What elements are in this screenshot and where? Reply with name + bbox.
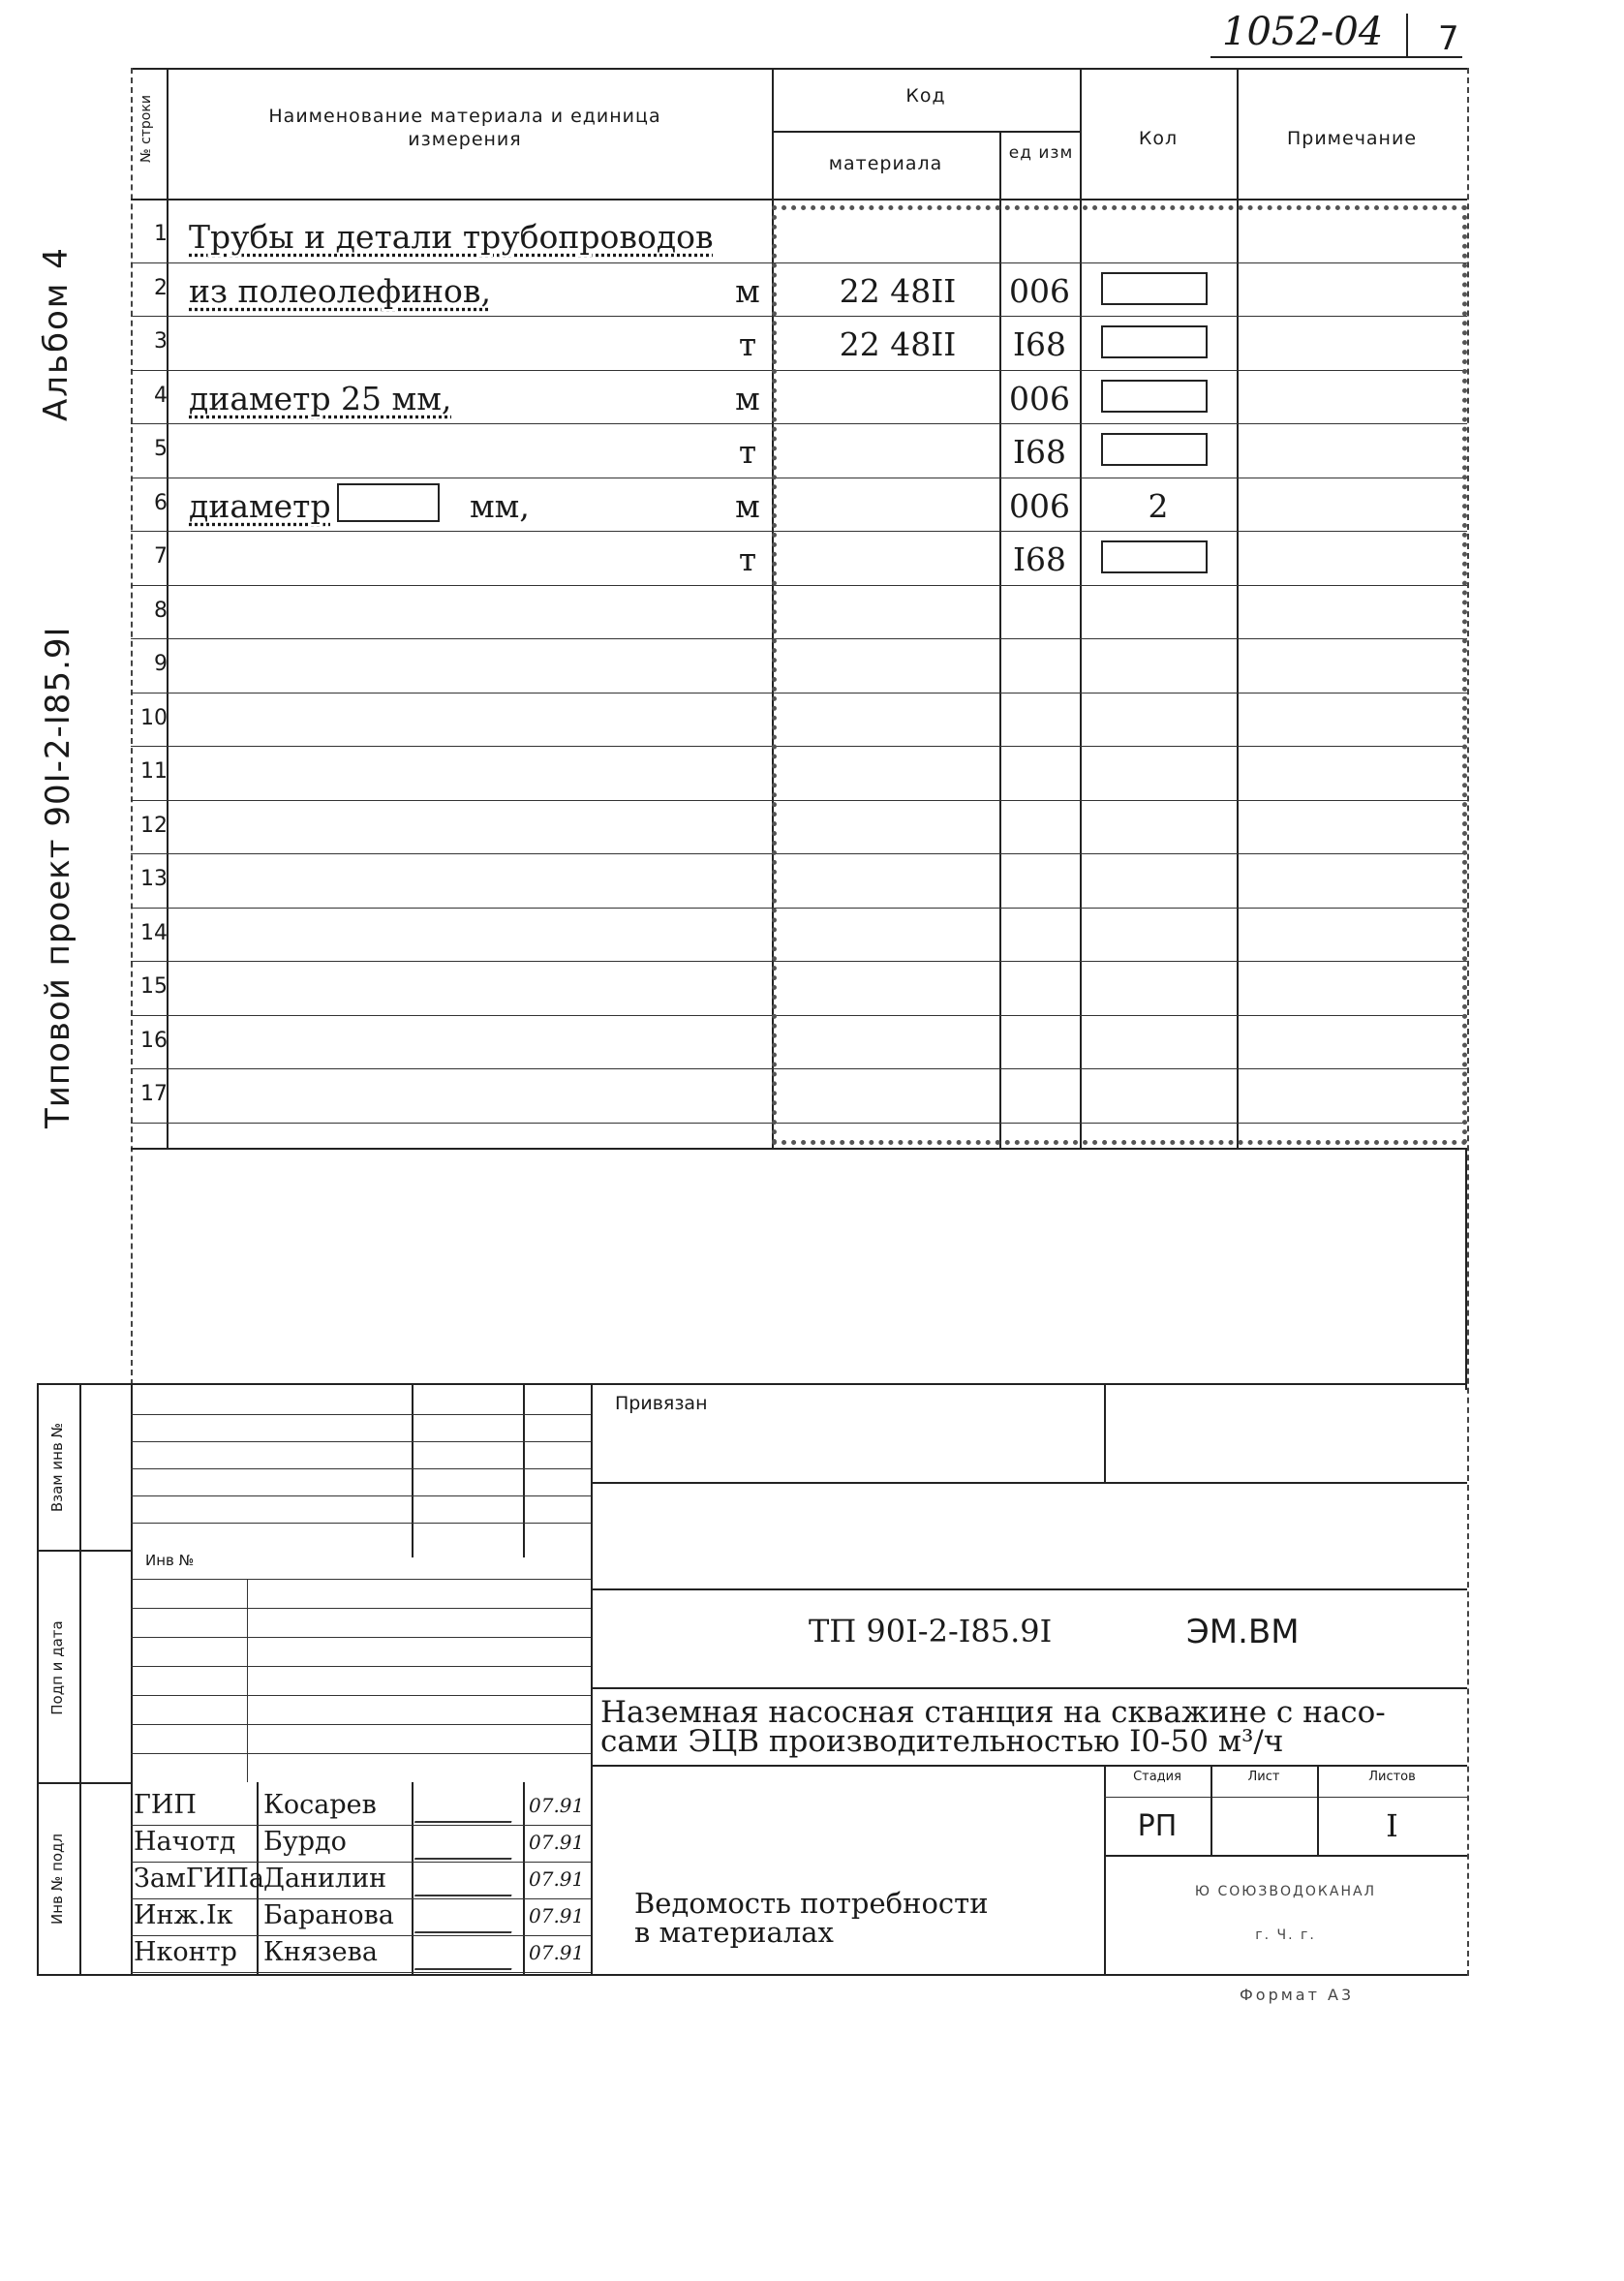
row-number: 7 [154, 544, 168, 569]
row-unit-letter: т [738, 325, 757, 363]
tb-stage-header-line [1104, 1797, 1467, 1798]
inv-podl-label: Инв № подл [48, 1834, 66, 1925]
stamp-border [772, 205, 1467, 1145]
row-number: 14 [140, 920, 168, 945]
signature-date: 07.91 [529, 1794, 585, 1817]
blank-diameter-box [337, 483, 440, 522]
header-row-number: № строки [138, 95, 154, 163]
signature-row-line [131, 1898, 591, 1899]
document-number: 1052-04 [1222, 10, 1384, 54]
handwritten-signature [414, 1794, 519, 1823]
row-number: 1 [154, 222, 168, 246]
header-code: Код [905, 85, 946, 107]
signature-grid-line [131, 1753, 591, 1754]
signature-date: 07.91 [529, 1867, 585, 1891]
signature-role: ГИП [134, 1790, 197, 1820]
row-unit-letter: т [738, 540, 757, 578]
signature-grid-line [131, 1468, 591, 1469]
handwritten-signature [414, 1831, 519, 1860]
signature-col-sign [412, 1782, 414, 1974]
signature-grid-line [131, 1495, 591, 1496]
object-name-line-2: сами ЭЦВ производительностью I0-50 м³/ч [600, 1724, 1284, 1759]
titleblock-bottom-border [37, 1974, 1467, 1976]
signature-grid-line [131, 1441, 591, 1442]
left-strip-sep-2 [37, 1782, 131, 1784]
row-unit-code: 006 [1009, 486, 1070, 525]
stage-value: РП [1137, 1809, 1178, 1843]
row-number: 8 [154, 598, 168, 623]
signature-row-line [131, 1972, 591, 1973]
signature-row-line [131, 1862, 591, 1863]
signature-role: Нконтр [134, 1937, 237, 1967]
row-unit-letter: м [735, 379, 760, 417]
row-number: 17 [140, 1082, 168, 1106]
signature-role: Инж.Iк [134, 1900, 233, 1930]
row-number: 12 [140, 813, 168, 838]
signature-col-3 [247, 1579, 248, 1782]
row-unit-code: I68 [1012, 433, 1067, 471]
signature-col-1 [412, 1383, 414, 1557]
row-unit-code: I68 [1012, 540, 1067, 578]
left-strip-divider [79, 1383, 81, 1974]
handwritten-signature [414, 1941, 519, 1970]
table-right-border [1467, 68, 1469, 1976]
signature-grid-line [131, 1414, 591, 1415]
row-unit-letter: т [738, 433, 757, 471]
sheet-number: 7 [1438, 19, 1459, 58]
organization-line-2: г. Ч. г. [1255, 1927, 1316, 1943]
row-material-code: 22 48II [839, 271, 957, 310]
signature-name: Данилин [263, 1864, 387, 1894]
album-label: Альбом 4 [37, 246, 76, 421]
left-strip-sep-1 [37, 1550, 131, 1552]
tb-line-code [591, 1687, 1467, 1689]
signature-date: 07.91 [529, 1941, 585, 1964]
row-number: 13 [140, 867, 168, 891]
sheet-title-line-1: Ведомость потребности [634, 1887, 989, 1920]
header-bottom-border [131, 199, 1467, 200]
lists-label: Листов [1368, 1770, 1416, 1784]
row-unit-code: 006 [1009, 271, 1070, 310]
table-top-border [131, 68, 1467, 70]
podp-data-label: Подп и дата [48, 1620, 66, 1715]
titleblock-left-border [37, 1383, 39, 1974]
signature-name: Баранова [263, 1900, 394, 1930]
vzam-inv-label: Взам инв № [48, 1422, 66, 1513]
row-number: 6 [154, 490, 168, 515]
row-number: 11 [140, 759, 168, 784]
signature-row-line [131, 1935, 591, 1936]
signature-grid-line [131, 1608, 591, 1609]
row-number: 15 [140, 974, 168, 999]
header-code-split [772, 131, 1080, 133]
signature-name: Князева [263, 1937, 378, 1967]
organization-line-1: Ю СОЮЗВОДОКАНАЛ [1194, 1884, 1377, 1899]
signature-date: 07.91 [529, 1831, 585, 1854]
blank-area-right-border [1465, 1148, 1467, 1390]
row-unit-letter: м [735, 486, 760, 525]
signature-grid-line [131, 1523, 591, 1524]
row-number: 5 [154, 437, 168, 461]
signature-date: 07.91 [529, 1904, 585, 1927]
header-material-code: материала [828, 153, 943, 174]
row-number: 16 [140, 1028, 168, 1053]
row-material-name: диаметр 25 мм, [189, 379, 452, 417]
row-quantity: 2 [1148, 486, 1169, 525]
sheet-number-divider [1406, 14, 1408, 58]
signature-grid-line [131, 1666, 591, 1667]
handwritten-signature [414, 1904, 519, 1933]
row-number: 2 [154, 275, 168, 300]
row-number: 3 [154, 329, 168, 354]
row-material-name: из полеолефинов, [189, 271, 491, 310]
tb-line-privyazan [591, 1482, 1467, 1484]
signature-row-line [131, 1825, 591, 1826]
inv-no-label: Инв № [145, 1552, 195, 1569]
signature-role: ЗамГИПа [134, 1864, 264, 1894]
signature-grid-line [131, 1724, 591, 1725]
signature-grid-line [131, 1579, 591, 1580]
row-material-code: 22 48II [839, 325, 957, 363]
signature-name: Косарев [263, 1790, 377, 1820]
stage-label: Стадия [1133, 1770, 1181, 1784]
document-number-underline [1210, 56, 1462, 58]
list-label: Лист [1247, 1770, 1280, 1784]
signature-col-2 [523, 1383, 525, 1557]
tb-line-2 [591, 1588, 1467, 1590]
signature-block-left [131, 1383, 133, 1974]
signature-name: Бурдо [263, 1827, 347, 1857]
doc-mark: ЭМ.ВМ [1186, 1613, 1300, 1651]
doc-code: ТП 90I-2-I85.9I [809, 1613, 1053, 1649]
row-material-name: диаметр [189, 486, 331, 525]
row-unit-letter: м [735, 271, 760, 310]
format-label: Формат А3 [1240, 1986, 1355, 2004]
titleblock-top-border [37, 1383, 1467, 1385]
object-name-line-1: Наземная насосная станция на скважине с насо- [600, 1695, 1386, 1730]
privyazan-label: Привязан [615, 1393, 708, 1414]
tb-stage-value-line [1104, 1855, 1467, 1857]
tb-privyazan-split [1104, 1383, 1106, 1482]
signature-grid-line [131, 1695, 591, 1696]
row-number: 9 [154, 652, 168, 676]
row-number: 10 [140, 705, 168, 730]
row-number: 4 [154, 383, 168, 408]
handwritten-signature [414, 1867, 519, 1896]
header-quantity: Кол [1138, 128, 1179, 149]
row-material-name: Трубы и детали трубопроводов [189, 218, 714, 256]
project-label: Типовой проект 90I-2-I85.9I [39, 626, 77, 1128]
signature-role: Начотд [134, 1827, 236, 1857]
header-unit-code: ед изм [1008, 143, 1074, 163]
row-material-name-suffix: мм, [470, 486, 530, 525]
header-note: Примечание [1286, 128, 1418, 149]
signature-grid-line [131, 1637, 591, 1638]
header-material-name: Наименование материала и единица измерения [268, 106, 661, 150]
row-unit-code: 006 [1009, 379, 1070, 417]
signature-block-right [591, 1383, 593, 1974]
tb-line-object [591, 1765, 1467, 1767]
row-unit-code: I68 [1012, 325, 1067, 363]
lists-value: I [1386, 1807, 1398, 1844]
signature-col-date [523, 1782, 525, 1974]
sheet-title-line-2: в материалах [634, 1916, 834, 1949]
table-bottom-border [131, 1148, 1467, 1150]
